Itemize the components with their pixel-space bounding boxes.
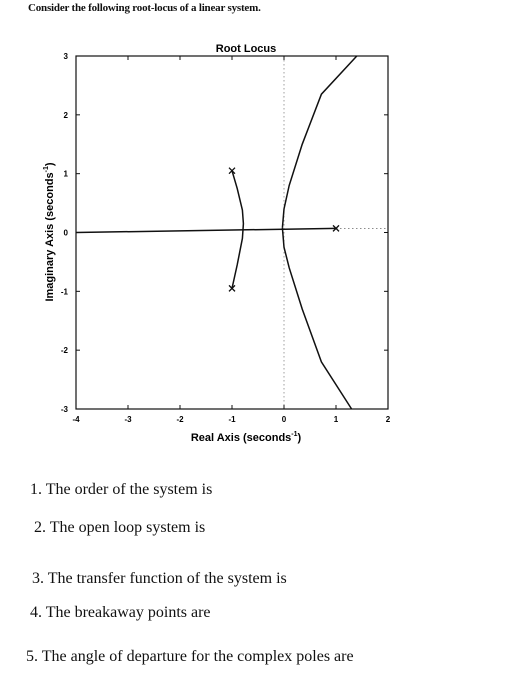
y-tick-label: -1 (60, 287, 68, 297)
x-tick-label: -4 (72, 415, 80, 424)
x-tick-label: 0 (281, 415, 287, 424)
x-tick-label: -3 (124, 415, 132, 424)
question-2: 2. The open loop system is (34, 519, 206, 536)
axis-ticks (61, 52, 391, 424)
y-tick-label: -3 (60, 405, 68, 414)
y-axis-label: Imaginary Axis (seconds$^{-1}$) (43, 162, 56, 302)
locus-branch (76, 228, 336, 232)
y-tick-label: 3 (63, 52, 68, 61)
chart-title: Root Locus (215, 43, 277, 55)
question-4: 4. The breakaway points are (30, 604, 211, 621)
x-axis-label: Real Axis (seconds$^{-1}$) (190, 431, 302, 444)
reference-lines (284, 56, 388, 409)
x-tick-label: -2 (176, 415, 184, 424)
question-3: 3. The transfer function of the system is (32, 570, 287, 587)
locus-branch (282, 228, 351, 409)
locus-branch (282, 56, 356, 228)
y-tick-label: -2 (60, 346, 68, 356)
y-tick-label: 1 (63, 169, 68, 179)
y-tick-label: 2 (63, 110, 68, 120)
locus-branches (76, 56, 357, 409)
y-tick-label: 0 (63, 228, 68, 238)
x-tick-label: -1 (228, 415, 236, 424)
question-5: 5. The angle of departure for the complex poles are (26, 648, 354, 665)
x-tick-label: 2 (385, 415, 391, 424)
intro-text: Consider the following root-locus of a linear system. (28, 2, 261, 14)
question-1: 1. The order of the system is (30, 481, 213, 498)
x-tick-label: 1 (333, 415, 339, 424)
